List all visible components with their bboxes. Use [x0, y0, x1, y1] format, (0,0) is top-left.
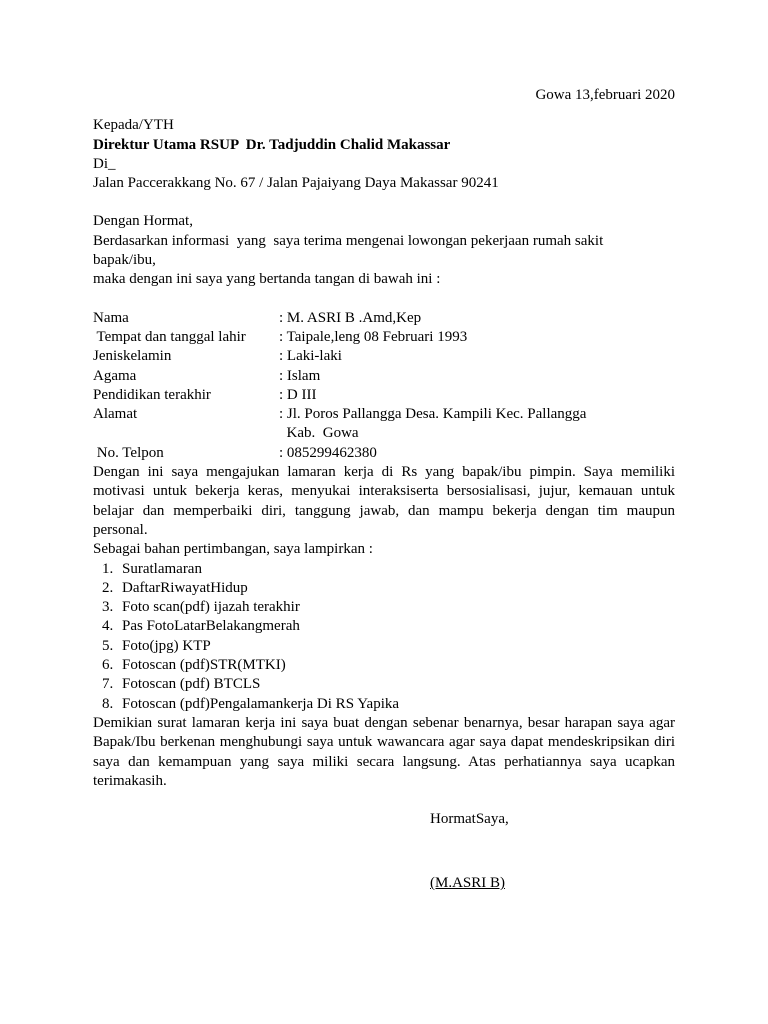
recipient-block — [93, 116, 675, 193]
detail-row-address — [93, 405, 675, 424]
detail-row-phone — [93, 444, 675, 463]
detail-label: No. Telpon — [93, 444, 164, 461]
letter-date: Gowa 13,februari 2020 — [535, 87, 675, 103]
spacer — [93, 193, 675, 212]
detail-label: Nama — [93, 309, 129, 326]
detail-label: Tempat dan tanggal lahir — [93, 328, 246, 345]
spacer — [93, 791, 675, 810]
intro-line-3: maka dengan ini saya yang bertanda tangan di bawah ini : — [93, 271, 441, 288]
detail-label: Pendidikan terakhir — [93, 386, 211, 403]
letter-page — [93, 86, 675, 894]
attachments-intro: Sebagai bahan pertimbangan, saya lampirkan : — [93, 541, 373, 558]
detail-value: : Taipale,leng 08 Februari 1993 — [279, 328, 468, 345]
detail-label — [93, 424, 279, 443]
detail-row-address-cont — [93, 424, 675, 443]
closing-salutation: HormatSaya, — [430, 811, 509, 828]
detail-value: : Jl. Poros Pallangga Desa. Kampili Kec. Pallangga — [279, 406, 587, 423]
closing-paragraph: Demikian surat lamaran kerja ini saya buat dengan sebenar benarnya, besar harapan saya agar Bapak/Ibu berkenan menghubungi saya untuk wawancara agar saya dapat mendeskripsikan diri saya dan kemampuan yang saya miliki secara langsung. Atas perhatiannya saya ucapkan terimakasih. — [93, 714, 675, 789]
detail-label: Agama — [93, 367, 137, 384]
detail-value: Kab. Gowa — [279, 425, 359, 442]
greeting: Dengan Hormat, — [93, 213, 193, 230]
detail-label: Jeniskelamin — [93, 348, 172, 365]
detail-row-education — [93, 386, 675, 405]
attachment-item: 1. Suratlamaran — [117, 560, 675, 579]
intro-line-1: Berdasarkan informasi yang saya terima mengenai lowongan pekerjaan rumah sakit — [93, 232, 604, 249]
recipient-di: Di_ — [93, 155, 116, 172]
detail-row-birth — [93, 328, 675, 347]
intro-line-2: bapak/ibu, — [93, 252, 156, 269]
attachment-item: 4. Pas FotoLatarBelakangmerah — [117, 617, 675, 636]
detail-row-gender — [93, 347, 675, 366]
recipient-name: Direktur Utama RSUP Dr. Tadjuddin Chalid Makassar — [93, 136, 451, 153]
attachment-item: 2. DaftarRiwayatHidup — [117, 579, 675, 598]
attachment-item: 5. Foto(jpg) KTP — [117, 637, 675, 656]
detail-row-religion — [93, 367, 675, 386]
body-paragraph: Dengan ini saya mengajukan lamaran kerja di Rs yang bapak/ibu pimpin. Saya memiliki motivasi untuk bekerja keras, menyukai interaksiserta bersosialisasi, jujur, kemauan untuk belajar dan memperbaiki diri, tanggung jawab, dan mampu bekerja dengan tim maupun personal. — [93, 464, 675, 538]
attachment-item: 3. Foto scan(pdf) ijazah terakhir — [117, 598, 675, 617]
detail-value: : M. ASRI B .Amd,Kep — [279, 309, 422, 326]
recipient-to: Kepada/YTH — [93, 117, 174, 134]
detail-value: : D III — [279, 386, 317, 403]
detail-value: : 085299462380 — [279, 444, 377, 461]
signature-name: (M.ASRI B) — [430, 875, 506, 892]
attachment-item: 7. Fotoscan (pdf) BTCLS — [117, 675, 675, 694]
recipient-address: Jalan Paccerakkang No. 67 / Jalan Pajaiyang Daya Makassar 90241 — [93, 175, 499, 192]
detail-row-name — [93, 309, 675, 328]
detail-label: Alamat — [93, 406, 138, 423]
attachment-item: 6. Fotoscan (pdf)STR(MTKI) — [117, 656, 675, 675]
personal-details — [93, 309, 675, 463]
detail-value: : Islam — [279, 367, 321, 384]
attachments-list — [93, 560, 675, 714]
attachment-item: 8. Fotoscan (pdf)Pengalamankerja Di RS Yapika — [117, 695, 675, 714]
spacer — [93, 290, 675, 309]
detail-value: : Laki-laki — [279, 348, 342, 365]
